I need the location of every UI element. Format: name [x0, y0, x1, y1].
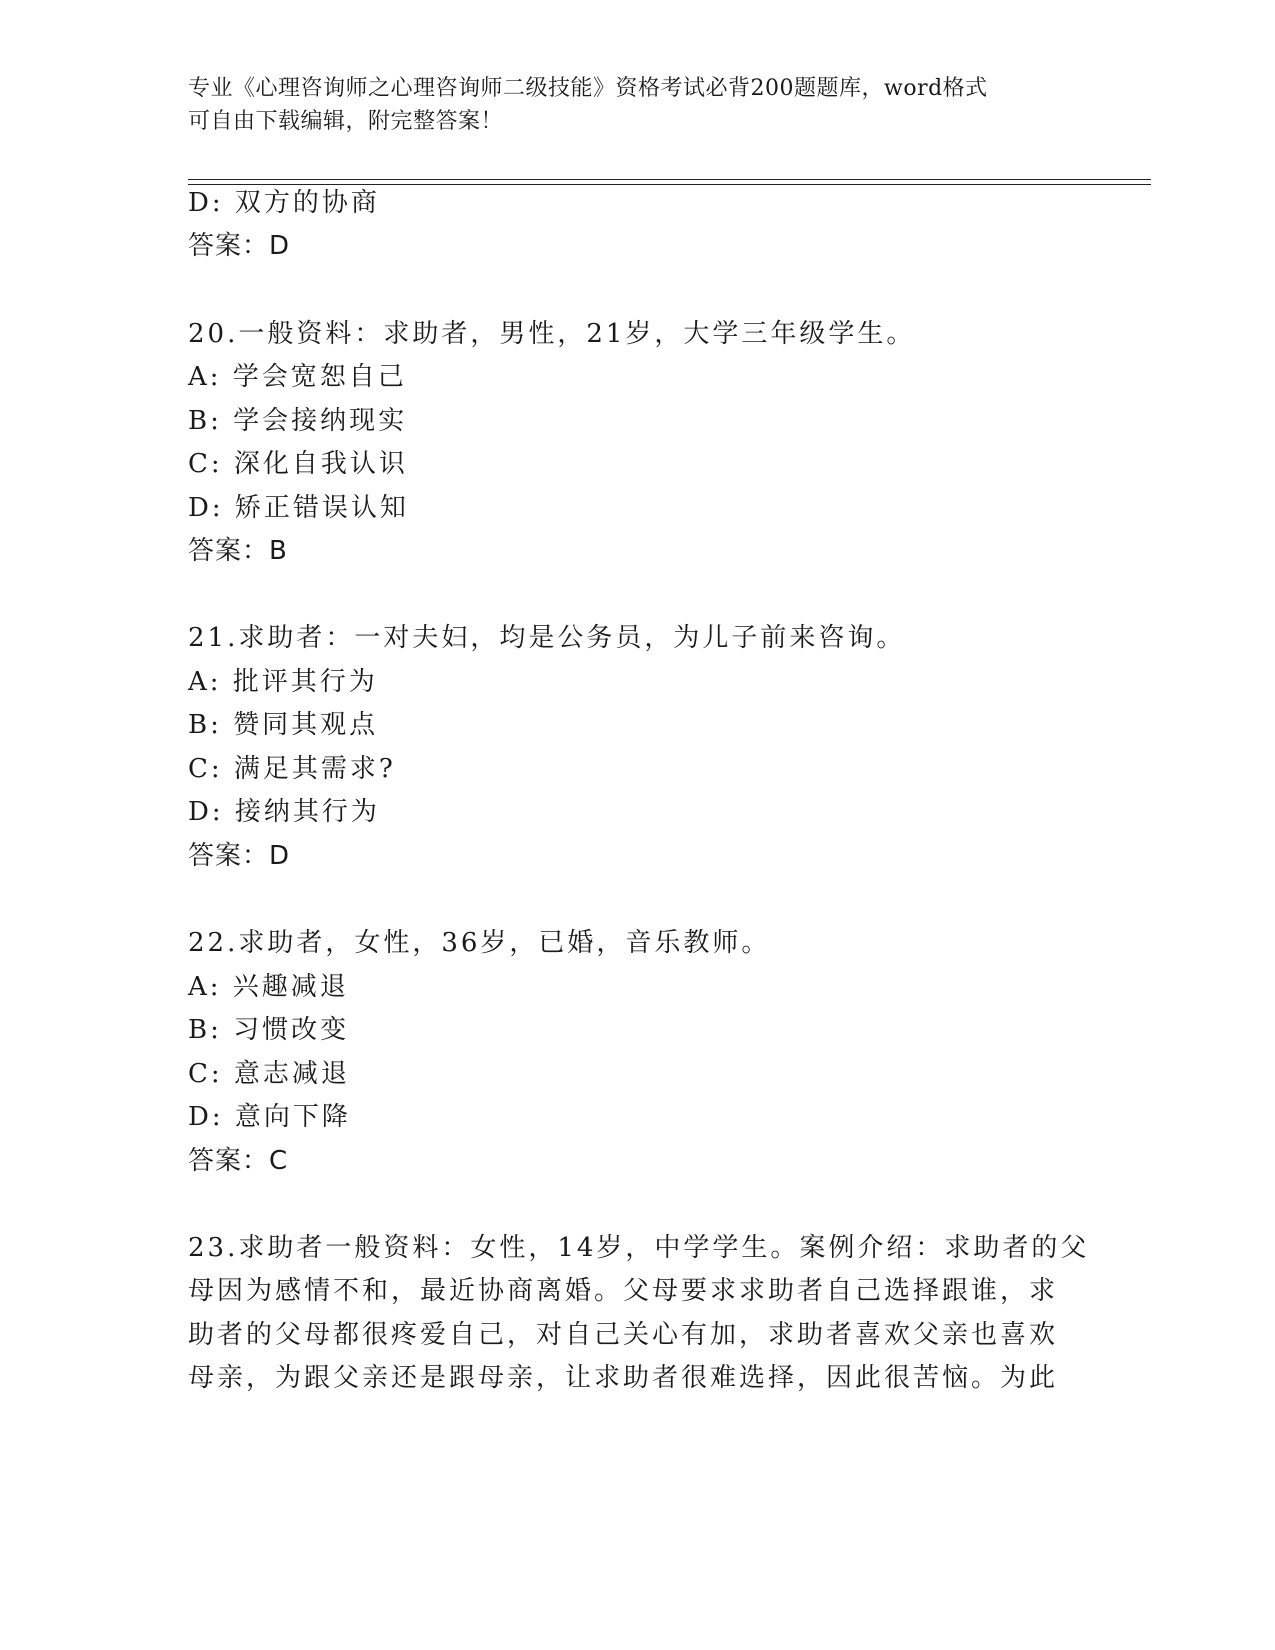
- header-divider-bottom: [188, 184, 1151, 185]
- q22-option-b: B: 习惯改变: [188, 1015, 350, 1045]
- q20-option-a: A: 学会宽恕自己: [188, 362, 407, 392]
- q20-option-b: B: 学会接纳现实: [188, 406, 408, 436]
- q22-option-d: D: 意向下降: [188, 1102, 351, 1132]
- q23-line-3: 助者的父母都很疼爱自己，对自己关心有加，求助者喜欢父亲也喜欢: [188, 1320, 1059, 1350]
- q20-option-c: C: 深化自我认识: [188, 449, 408, 479]
- q22-option-a: A: 兴趣减退: [188, 972, 349, 1002]
- q22-stem: 22.求助者，女性，36岁，已婚，音乐教师。: [188, 928, 771, 958]
- q21-answer: 答案：D: [188, 841, 291, 871]
- q20-answer: 答案：B: [188, 536, 288, 566]
- q20-stem: 20.一般资料：求助者，男性，21岁，大学三年级学生。: [188, 319, 916, 349]
- q21-stem: 21.求助者：一对夫妇，均是公务员，为儿子前来咨询。: [188, 623, 906, 653]
- q22-answer: 答案：C: [188, 1146, 289, 1176]
- q20-option-d: D: 矫正错误认知: [188, 493, 409, 523]
- document-header: [188, 72, 1068, 138]
- header-line-2: 可自由下载编辑，附完整答案！: [188, 109, 504, 134]
- q21-option-b: B: 赞同其观点: [188, 710, 379, 740]
- q22-option-c: C: 意志减退: [188, 1059, 350, 1089]
- q21-option-c: C: 满足其需求?: [188, 754, 396, 784]
- q23-line-4: 母亲，为跟父亲还是跟母亲，让求助者很难选择，因此很苦恼。为此: [188, 1363, 1059, 1393]
- header-line-1: 专业《心理咨询师之心理咨询师二级技能》资格考试必背200题题库，word格式: [188, 76, 988, 101]
- q23-line-1: 23.求助者一般资料：女性，14岁，中学学生。案例介绍：求助者的父: [188, 1233, 1090, 1263]
- q23-line-2: 母因为感情不和，最近协商离婚。父母要求求助者自己选择跟谁，求: [188, 1276, 1059, 1306]
- q21-option-d: D: 接纳其行为: [188, 797, 380, 827]
- q21-option-a: A: 批评其行为: [188, 667, 378, 697]
- prev-answer: 答案：D: [188, 231, 291, 261]
- prev-option-d: D: 双方的协商: [188, 188, 380, 218]
- header-divider-top: [188, 179, 1151, 180]
